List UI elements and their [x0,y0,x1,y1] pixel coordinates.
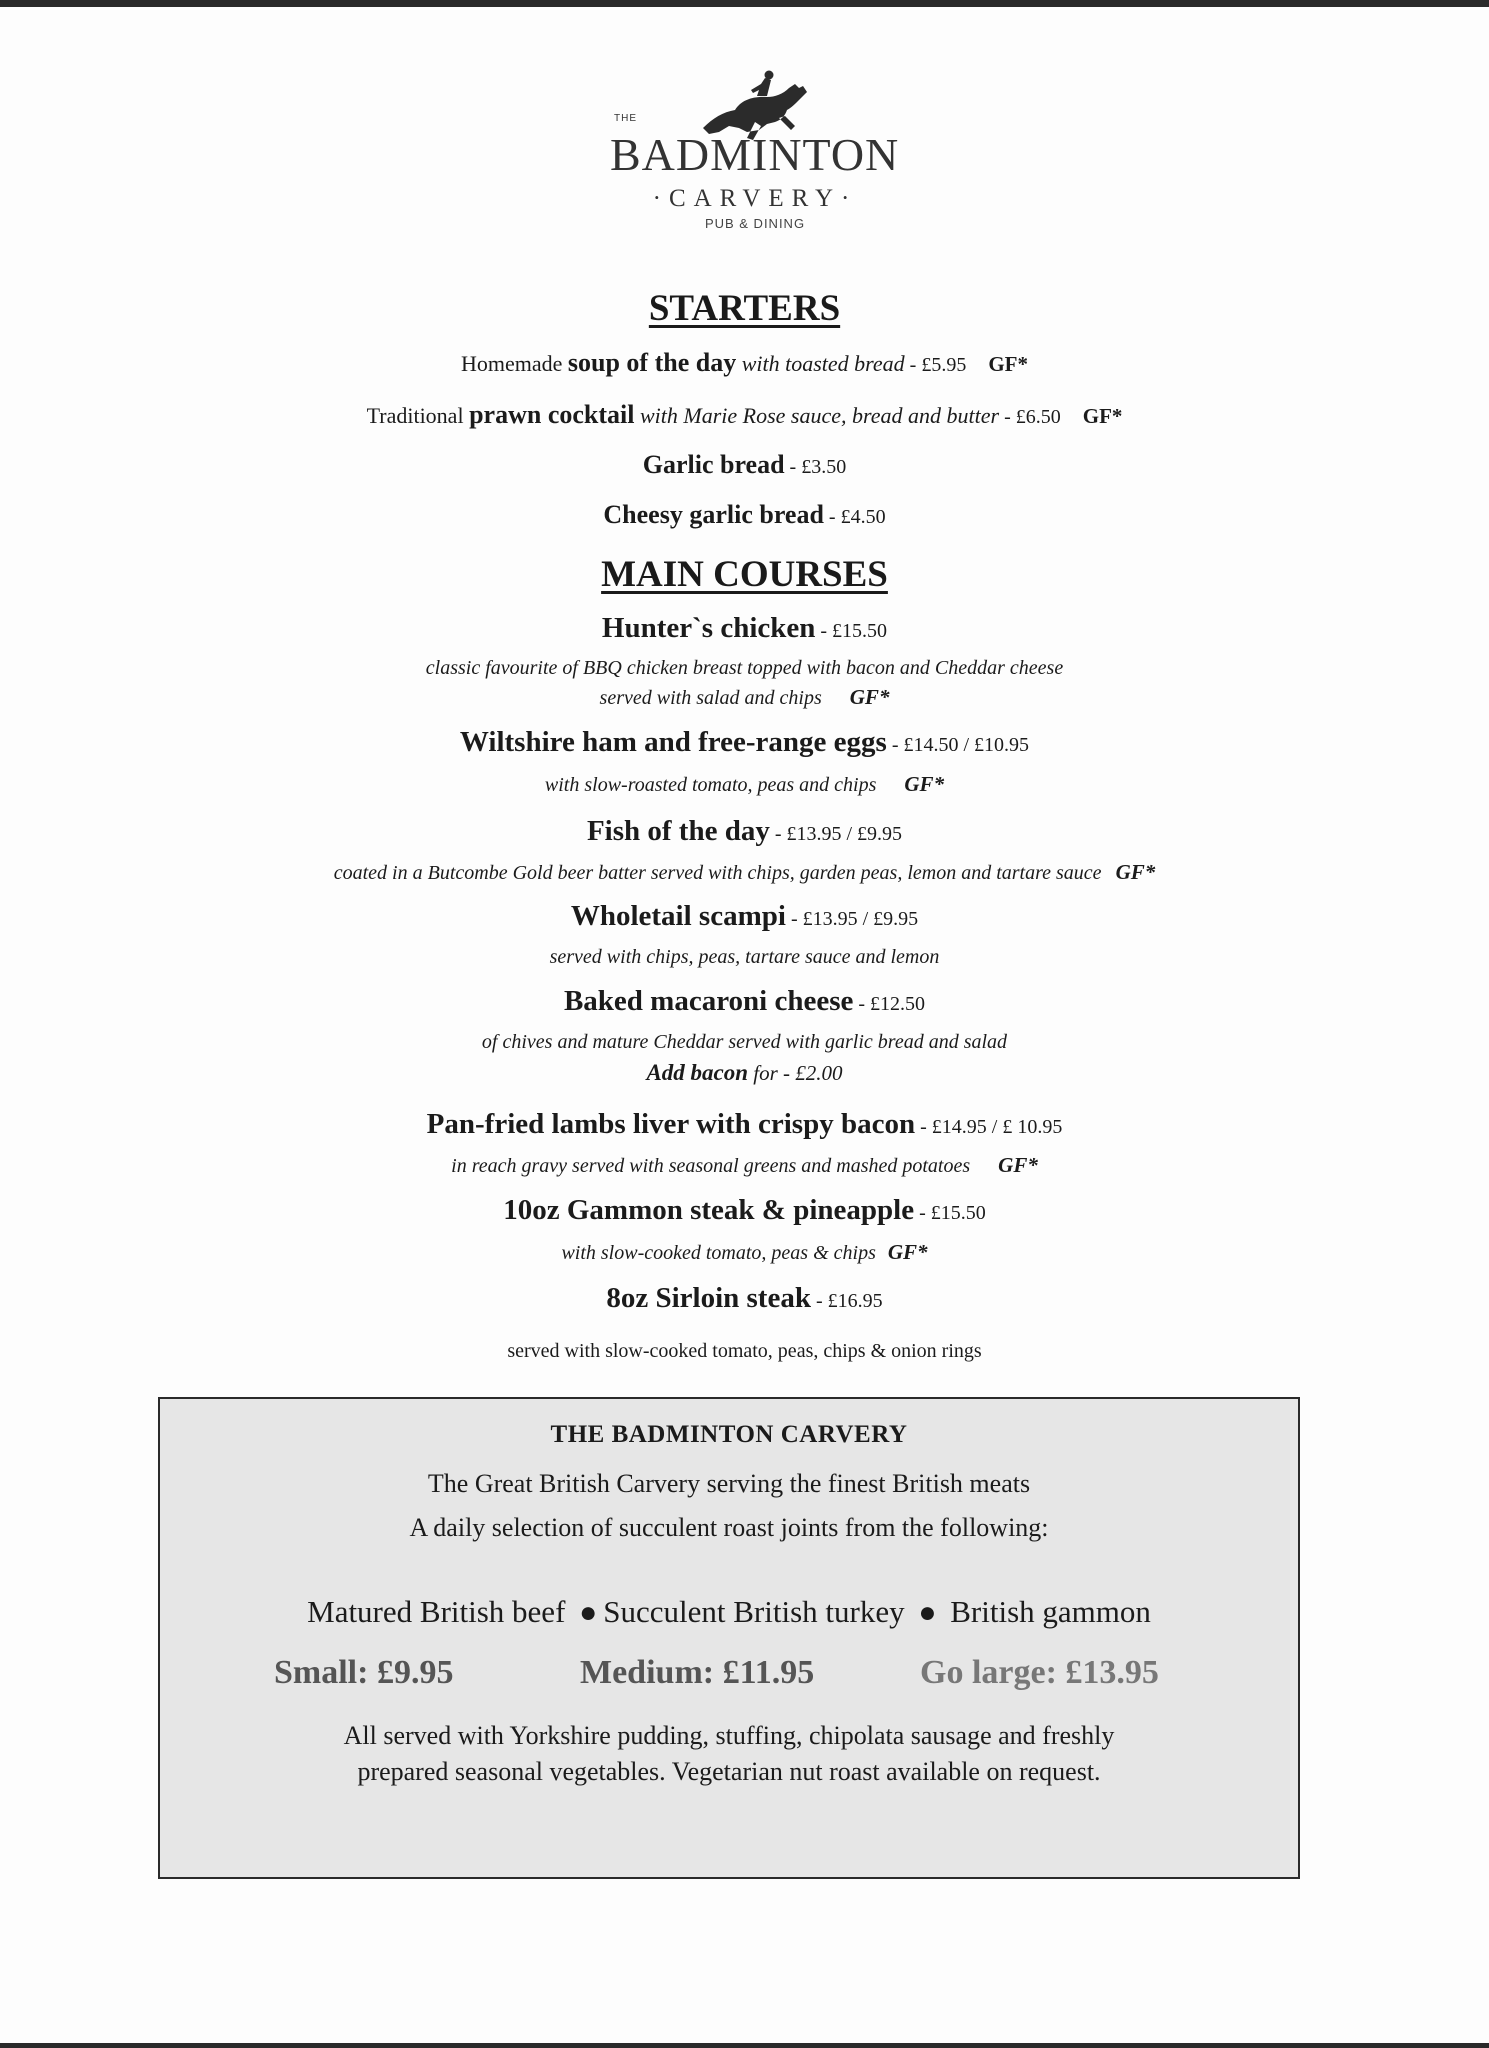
dish-description [0,1240,1489,1265]
logo-name: BADMINTON [610,129,900,180]
starter-item [0,500,1489,530]
carvery-footnote-1: All served with Yorkshire pudding, stuffing, chipolata sausage and freshly [343,1721,1115,1750]
dish-description [0,685,1489,710]
main-dish-title [0,900,1489,933]
starter-name: Cheesy garlic bread [603,500,824,529]
dish-description: of chives and mature Cheddar served with garlic bread and salad [481,1031,1008,1053]
gluten-free-marker: GF* [887,1240,928,1264]
starter-price: - £4.50 [823,506,886,528]
carvery-line1: The Great British Carvery serving the finest British meats [427,1469,1031,1498]
dish-addon [0,1060,1489,1086]
size-small: Small: £9.95 [274,1654,454,1691]
gluten-free-marker: GF* [1082,404,1123,428]
dish-price: - £15.50 [815,620,888,642]
starter-prefix: Homemade [460,351,568,376]
dish-name: Pan-fried lambs liver with crispy bacon [426,1108,916,1140]
bullet-icon: ● [918,1596,937,1629]
dish-description: served with chips, peas, tartare sauce and lemon [549,946,940,968]
addon-label: Add bacon [646,1060,749,1085]
carvery-box [158,1397,1300,1879]
starter-prefix: Traditional [366,403,470,428]
main-dish-title [0,985,1489,1018]
dish-name: Hunter`s chicken [601,612,816,644]
dish-name: Wholetail scampi [570,900,786,932]
logo-the: THE [614,113,637,124]
dish-price: - £14.50 / £10.95 [886,734,1030,756]
dish-price: - £16.95 [810,1290,883,1312]
logo-carvery: ·CARVERY· [652,185,858,212]
dish-desc-text: coated in a Butcombe Gold beer batter served with chips, garden peas, lemon and tartare sauce [333,862,1102,884]
starter-price: - £6.50 [999,406,1061,428]
dish-price: - £13.95 / £9.95 [785,908,919,930]
starter-item [0,348,1489,378]
starter-name: prawn cocktail [469,400,635,429]
carvery-title: THE BADMINTON CARVERY [550,1421,908,1448]
starter-name: soup of the day [567,348,737,377]
dish-description [0,1153,1489,1178]
starter-name: Garlic bread [642,450,785,479]
dish-name: Wiltshire ham and free-range eggs [459,726,887,758]
carvery-line2: A daily selection of succulent roast joints from the following: [409,1513,1049,1542]
dish-price: - £14.95 / £ 10.95 [915,1116,1063,1138]
dish-name: 8oz Sirloin steak [606,1282,811,1314]
main-dish-title [0,726,1489,759]
dish-price: - £13.95 / £9.95 [769,823,903,845]
gluten-free-marker: GF* [904,772,945,796]
addon-price: for - £2.00 [748,1061,843,1085]
starter-item [0,400,1489,430]
scan-edge-top [0,0,1489,7]
main-dish-title [0,612,1489,645]
dish-desc-text: with slow-cooked tomato, peas & chips [561,1242,876,1264]
main-dish-title [0,815,1489,848]
dish-price: - £12.50 [853,993,926,1015]
main-dish-title [0,1108,1489,1141]
starter-price: - £5.95 [904,354,967,376]
badminton-carvery-logo [600,70,910,240]
starter-desc: with toasted bread [736,351,905,376]
gluten-free-marker: GF* [849,685,890,709]
starters-heading: STARTERS [648,288,841,329]
size-large: Go large: £13.95 [920,1654,1159,1691]
main-dish-title [0,1282,1489,1315]
starter-item [0,450,1489,480]
dish-price: - £15.50 [914,1202,986,1224]
size-medium: Medium: £11.95 [580,1654,815,1691]
scan-edge-bottom [0,2043,1489,2048]
dish-description: classic favourite of BBQ chicken breast topped with bacon and Cheddar cheese [425,657,1064,679]
dish-name: Baked macaroni cheese [563,985,854,1017]
logo-tagline: PUB & DINING [704,216,806,231]
dish-description [0,860,1489,885]
carvery-meats [160,1594,1298,1630]
meat-beef: Matured British beef [307,1594,566,1629]
meat-turkey: Succulent British turkey [603,1594,905,1629]
carvery-footnote-2: prepared seasonal vegetables. Vegetarian nut roast available on request. [357,1757,1101,1786]
starter-desc: with Marie Rose sauce, bread and butter [634,403,1000,428]
gluten-free-marker: GF* [988,352,1029,376]
dish-description: served with slow-cooked tomato, peas, chips & onion rings [507,1340,982,1362]
gluten-free-marker: GF* [998,1153,1038,1177]
main-courses-heading: MAIN COURSES [601,554,888,595]
gluten-free-marker: GF* [1115,860,1156,884]
dish-name: 10oz Gammon steak & pineapple [503,1194,915,1226]
bullet-icon: ● [579,1596,598,1629]
main-dish-title [0,1194,1489,1227]
dish-desc-text: with slow-roasted tomato, peas and chips [544,774,877,796]
dish-name: Fish of the day [586,815,770,847]
dish-desc-text: served with salad and chips [599,687,822,709]
dish-description [0,772,1489,797]
meat-gammon: British gammon [950,1594,1151,1629]
dish-desc-text: in reach gravy served with seasonal greens and mashed potatoes [451,1155,971,1177]
starter-price: - £3.50 [784,456,847,478]
